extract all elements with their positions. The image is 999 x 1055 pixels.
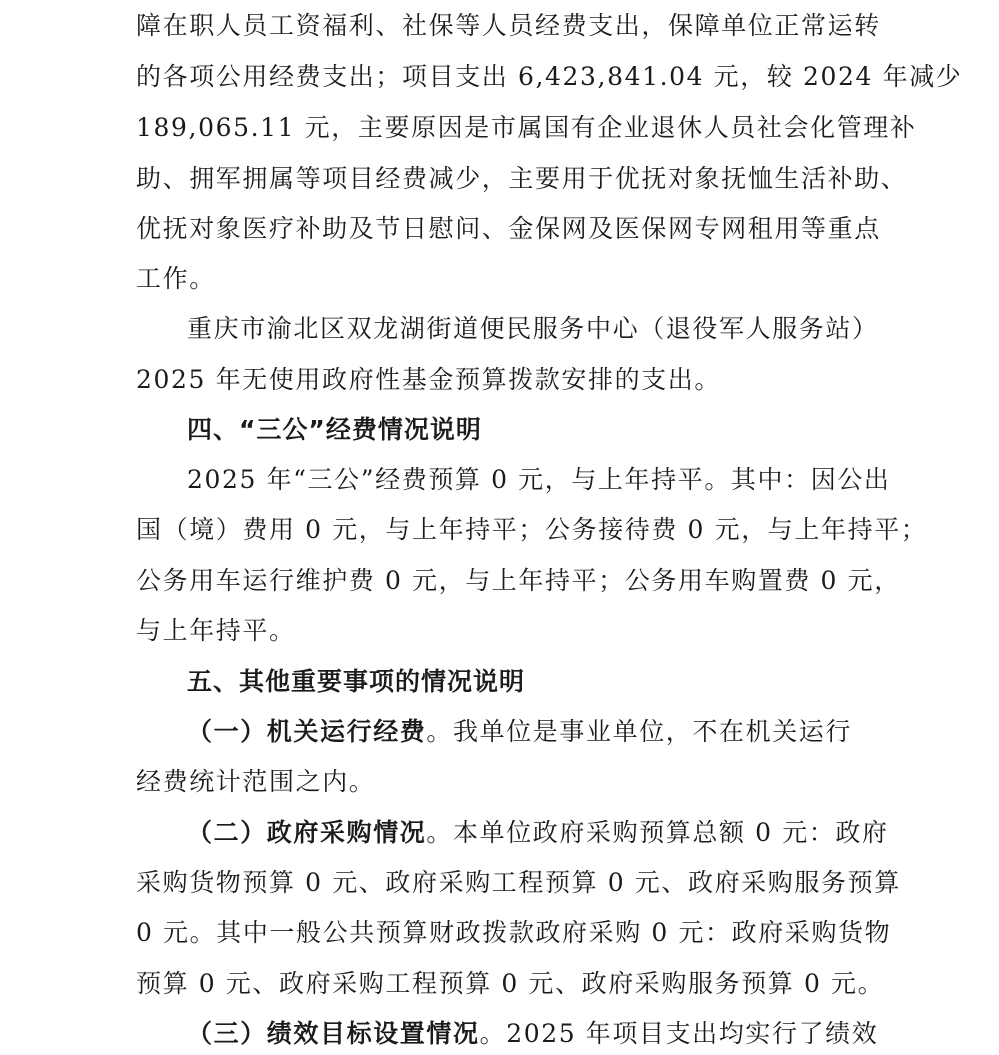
subsection-label: （二）政府采购情况 (187, 818, 427, 847)
text-line: 采购货物预算 0 元、政府采购工程预算 0 元、政府采购服务预算 (136, 868, 901, 897)
text-line: 2025 年无使用政府性基金预算拨款安排的支出。 (136, 365, 721, 394)
text-line: 经费统计范围之内。 (136, 767, 376, 796)
subsection-label: （一）机关运行经费 (187, 717, 427, 746)
text-line: 189,065.11 元，主要原因是市属国有企业退休人员社会化管理补 (136, 113, 917, 142)
subsection-line (187, 817, 889, 849)
text-line: 的各项公用经费支出；项目支出 6,423,841.04 元，较 2024 年减少 (136, 62, 963, 91)
text-line: 助、拥军拥属等项目经费减少，主要用于优抚对象抚恤生活补助、 (136, 164, 908, 193)
text-line: 国（境）费用 0 元，与上年持平；公务接待费 0 元，与上年持平； (136, 515, 928, 544)
section-heading: 五、其他重要事项的情况说明 (187, 667, 526, 696)
text-line: 2025 年“三公”经费预算 0 元，与上年持平。其中：因公出 (187, 465, 891, 494)
text-line: 与上年持平。 (136, 616, 296, 645)
text-line: 0 元。其中一般公共预算财政拨款政府采购 0 元：政府采购货物 (136, 918, 892, 947)
section-heading: 四、“三公”经费情况说明 (187, 415, 482, 444)
subsection-line (187, 716, 852, 748)
text-line: 障在职人员工资福利、社保等人员经费支出，保障单位正常运转 (136, 11, 881, 40)
text-line: 公务用车运行维护费 0 元，与上年持平；公务用车购置费 0 元， (136, 566, 901, 595)
subsection-label: （三）绩效目标设置情况 (187, 1019, 480, 1048)
text-line: 重庆市渝北区双龙湖街道便民服务中心（退役军人服务站） (187, 314, 879, 343)
text-span: 。本单位政府采购预算总额 0 元：政府 (426, 818, 889, 847)
text-line: 优抚对象医疗补助及节日慰问、金保网及医保网专网租用等重点 (136, 214, 881, 243)
subsection-line (187, 1018, 878, 1050)
text-line: 工作。 (136, 264, 216, 293)
text-line: 预算 0 元、政府采购工程预算 0 元、政府采购服务预算 0 元。 (136, 969, 885, 998)
text-span: 。我单位是事业单位，不在机关运行 (426, 717, 853, 746)
text-span: 。2025 年项目支出均实行了绩效 (479, 1019, 879, 1048)
